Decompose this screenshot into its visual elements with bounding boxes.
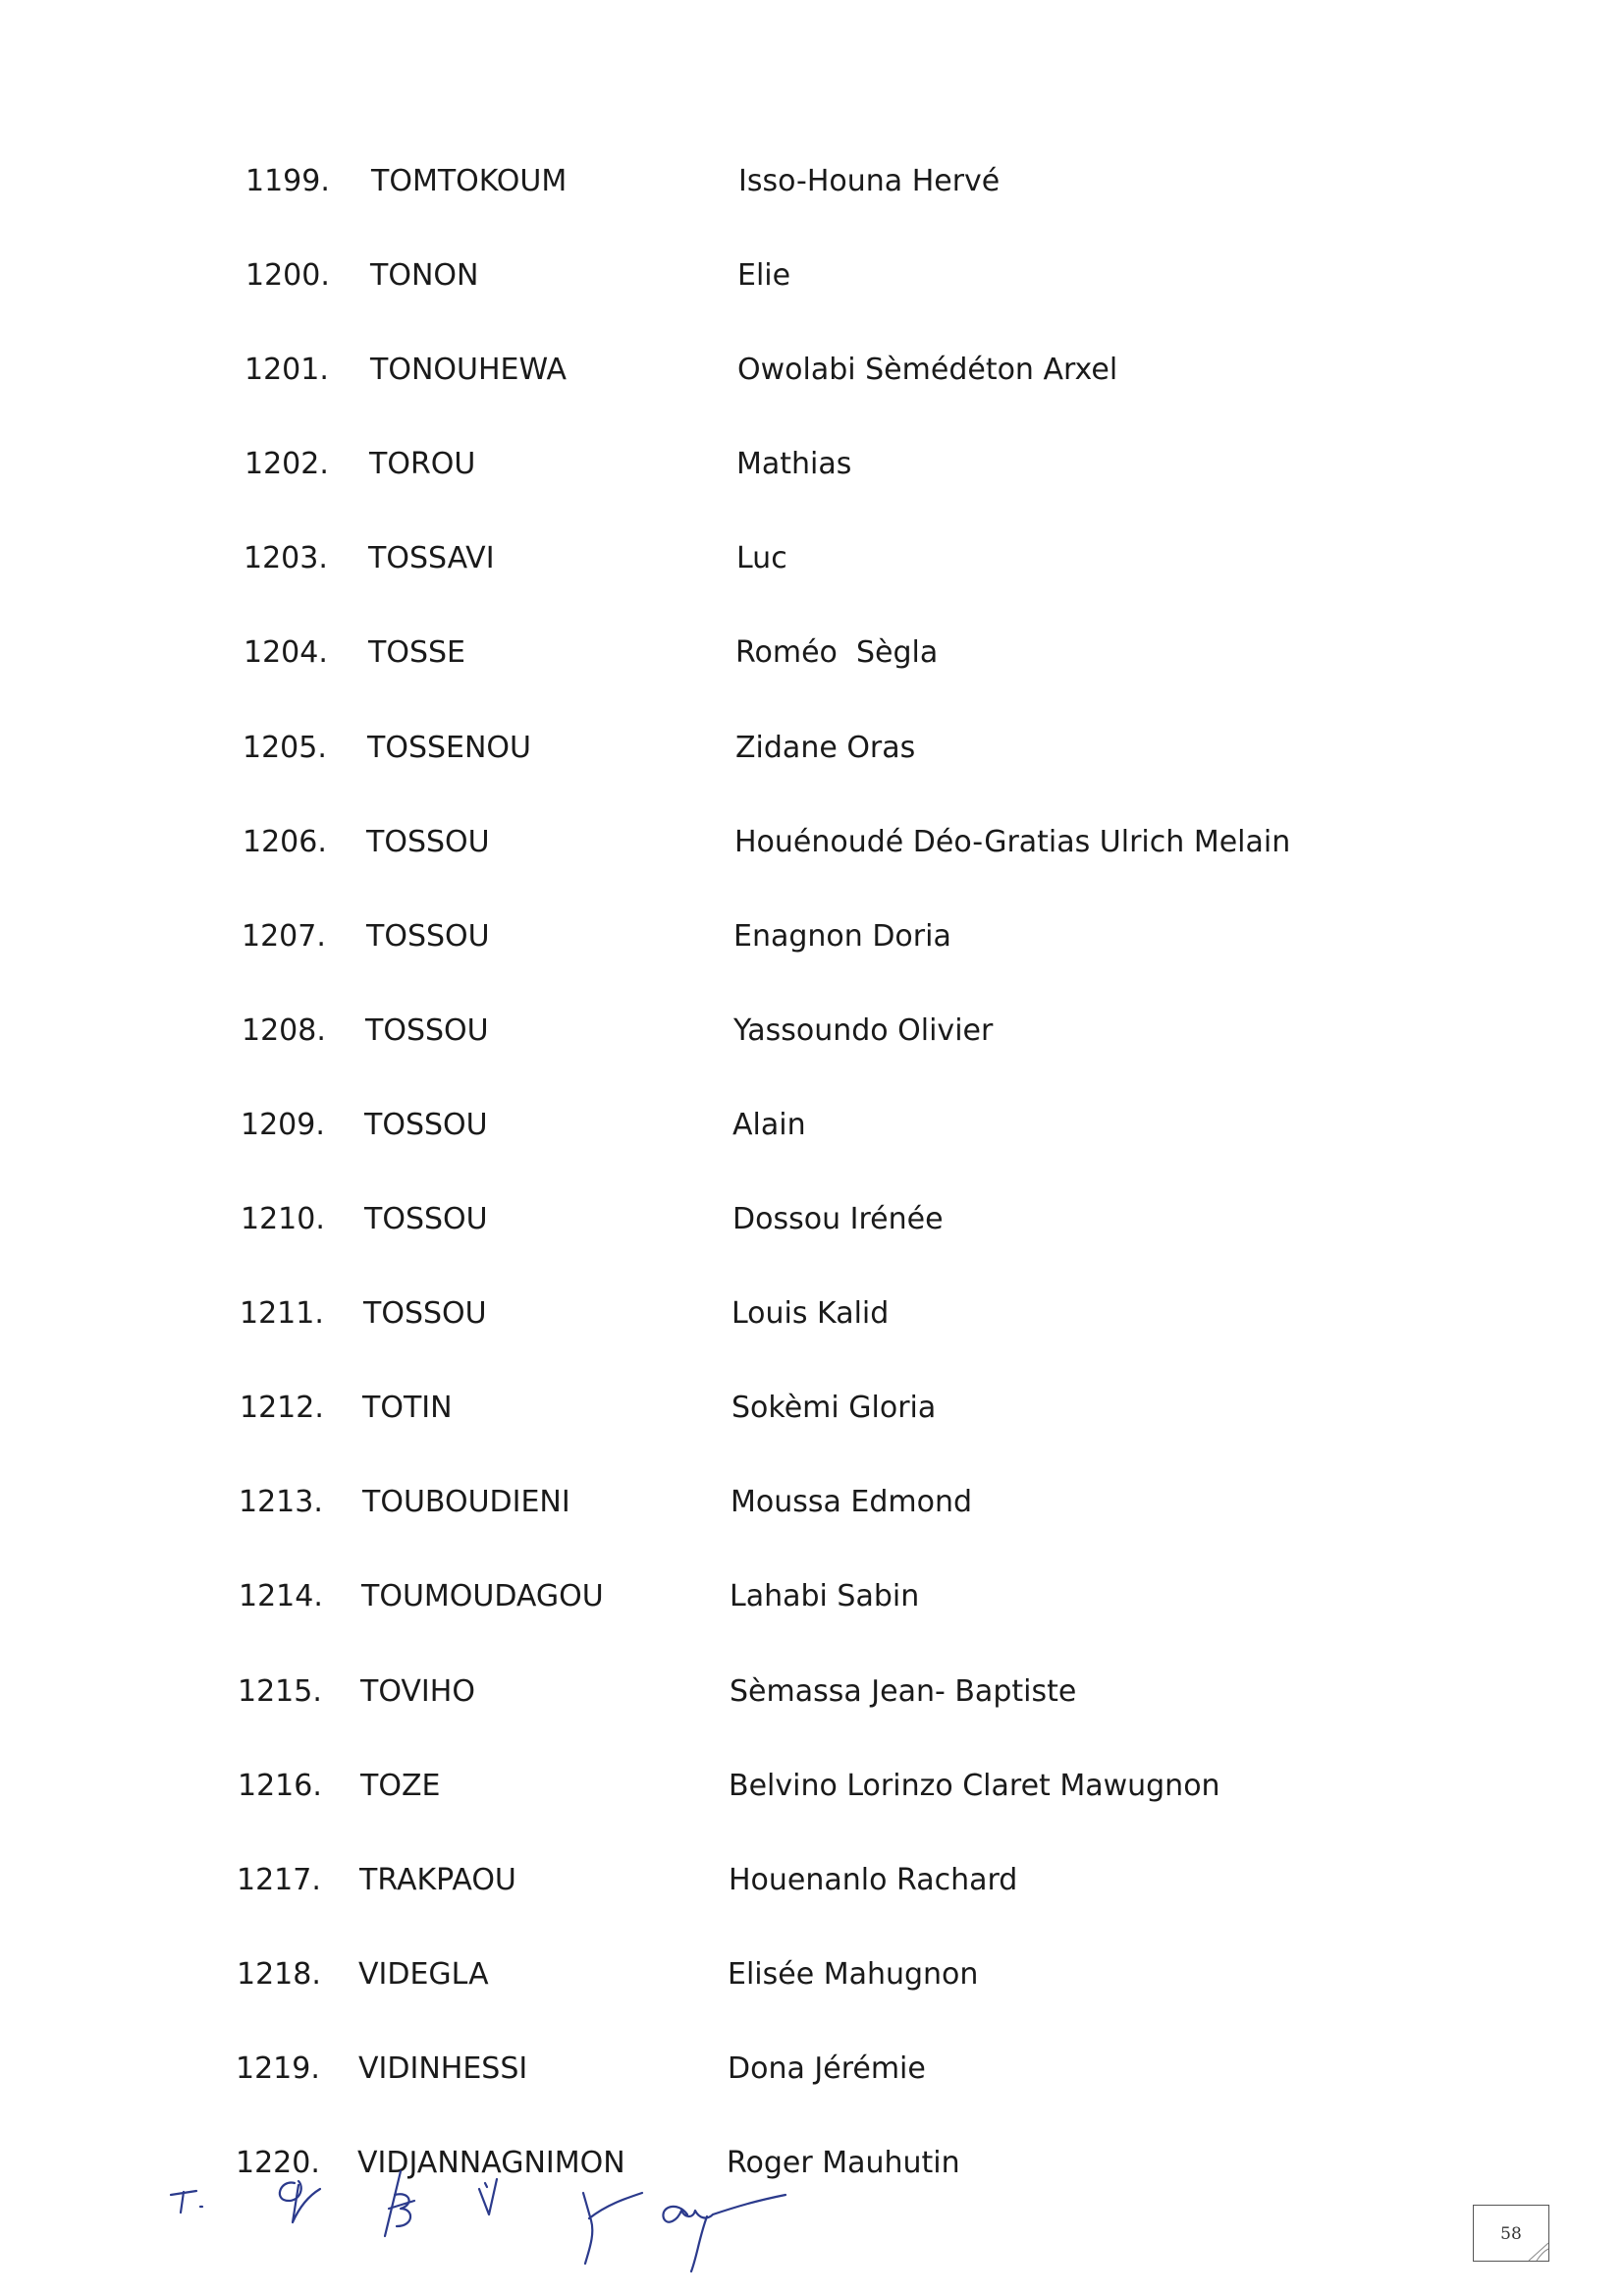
list-item (0, 1667, 1624, 1717)
entry-surname: TOZE (360, 1769, 441, 1803)
entry-given-names: Yassoundo Olivier (733, 1013, 994, 1048)
signatures (157, 2165, 903, 2288)
entry-number: 1216. (238, 1769, 322, 1803)
entry-surname: TOSSE (368, 635, 465, 670)
list-item (0, 251, 1624, 301)
entry-surname: TOSSOU (366, 919, 490, 954)
entry-number: 1217. (237, 1863, 321, 1897)
entry-given-names: Sokèmi Gloria (731, 1391, 937, 1425)
entry-surname: TOSSOU (364, 1202, 488, 1236)
list-item (0, 440, 1624, 489)
entry-given-names: Sèmassa Jean- Baptiste (730, 1674, 1077, 1709)
entry-number: 1209. (241, 1108, 325, 1142)
entry-surname: TOROU (369, 447, 476, 481)
entry-surname: TOSSOU (365, 1013, 489, 1048)
entry-given-names: Mathias (736, 447, 852, 481)
entry-given-names: Dona Jérémie (728, 2051, 926, 2086)
list-item (0, 1950, 1624, 1999)
entry-given-names: Louis Kalid (731, 1296, 890, 1331)
page-number-box (1473, 2205, 1549, 2262)
entry-number: 1210. (241, 1202, 325, 1236)
initials-signature-5 (583, 2193, 642, 2264)
entry-given-names: Moussa Edmond (731, 1485, 973, 1519)
entry-number: 1214. (239, 1579, 323, 1613)
list-item (0, 1762, 1624, 1811)
entry-given-names: Luc (736, 541, 787, 575)
entry-surname: TONOUHEWA (370, 353, 568, 387)
list-item (0, 1007, 1624, 1056)
list-item (0, 1195, 1624, 1244)
entry-surname: TOMTOKOUM (371, 164, 568, 198)
entry-surname: TOUBOUDIENI (362, 1485, 570, 1519)
list-item (0, 724, 1624, 773)
page-curl-icon (1527, 2241, 1550, 2263)
entry-given-names: Zidane Oras (735, 731, 916, 765)
entry-number: 1206. (243, 825, 327, 859)
entry-given-names: Dossou Irénée (732, 1202, 944, 1236)
entry-number: 1212. (240, 1391, 324, 1425)
list-item (0, 1572, 1624, 1621)
entry-number: 1207. (242, 919, 326, 954)
entry-given-names: Owolabi Sèmédéton Arxel (737, 353, 1118, 387)
entry-number: 1220. (236, 2146, 320, 2180)
entry-number: 1204. (244, 635, 328, 670)
list-item (0, 1289, 1624, 1339)
list-item (0, 912, 1624, 961)
entry-surname: VIDJANNAGNIMON (357, 2146, 625, 2180)
entry-number: 1199. (245, 164, 330, 198)
entry-surname: TONON (370, 258, 479, 293)
initials-signature-1 (171, 2191, 202, 2213)
entry-given-names: Elisée Mahugnon (728, 1957, 979, 1992)
entry-given-names: Roger Mauhutin (727, 2146, 960, 2180)
entry-surname: TOSSOU (366, 825, 490, 859)
entry-number: 1218. (237, 1957, 321, 1992)
entry-given-names: Houénoudé Déo-Gratias Ulrich Melain (734, 825, 1291, 859)
list-item (0, 629, 1624, 678)
entry-surname: TOUMOUDAGOU (361, 1579, 604, 1613)
entry-number: 1219. (236, 2051, 320, 2086)
initials-signature-6 (663, 2195, 785, 2271)
list-item (0, 1478, 1624, 1527)
entry-given-names: Roméo Sègla (735, 635, 939, 670)
entry-surname: TRAKPAOU (359, 1863, 516, 1897)
entry-surname: TOSSAVI (368, 541, 495, 575)
entry-number: 1211. (240, 1296, 324, 1331)
entry-given-names: Alain (732, 1108, 806, 1142)
entry-surname: VIDEGLA (358, 1957, 489, 1992)
list-item (0, 1101, 1624, 1150)
list-item (0, 818, 1624, 867)
entry-surname: VIDINHESSI (358, 2051, 528, 2086)
list-item (0, 1384, 1624, 1433)
entry-number: 1208. (242, 1013, 326, 1048)
list-item (0, 1856, 1624, 1905)
entry-given-names: Lahabi Sabin (730, 1579, 920, 1613)
entry-number: 1202. (244, 447, 329, 481)
entry-surname: TOSSENOU (367, 731, 531, 765)
initials-signature-2 (280, 2181, 320, 2222)
entry-number: 1200. (245, 258, 330, 293)
entry-number: 1201. (244, 353, 329, 387)
entry-number: 1205. (243, 731, 327, 765)
entry-surname: TOSSOU (364, 1108, 488, 1142)
list-item (0, 157, 1624, 206)
entry-number: 1203. (244, 541, 328, 575)
page-number: 58 (1500, 2224, 1522, 2244)
initials-signature-3 (385, 2171, 414, 2236)
initials-signature-4 (479, 2179, 497, 2214)
entry-surname: TOSSOU (363, 1296, 487, 1331)
entry-given-names: Isso-Houna Hervé (738, 164, 1001, 198)
entry-surname: TOVIHO (360, 1674, 475, 1709)
entry-number: 1213. (239, 1485, 323, 1519)
entry-given-names: Elie (737, 258, 791, 293)
entry-given-names: Belvino Lorinzo Claret Mawugnon (729, 1769, 1220, 1803)
list-item (0, 2045, 1624, 2094)
list-item (0, 534, 1624, 583)
entry-given-names: Houenanlo Rachard (729, 1863, 1018, 1897)
list-item (0, 346, 1624, 395)
entry-surname: TOTIN (362, 1391, 453, 1425)
entry-number: 1215. (238, 1674, 322, 1709)
entry-given-names: Enagnon Doria (733, 919, 951, 954)
